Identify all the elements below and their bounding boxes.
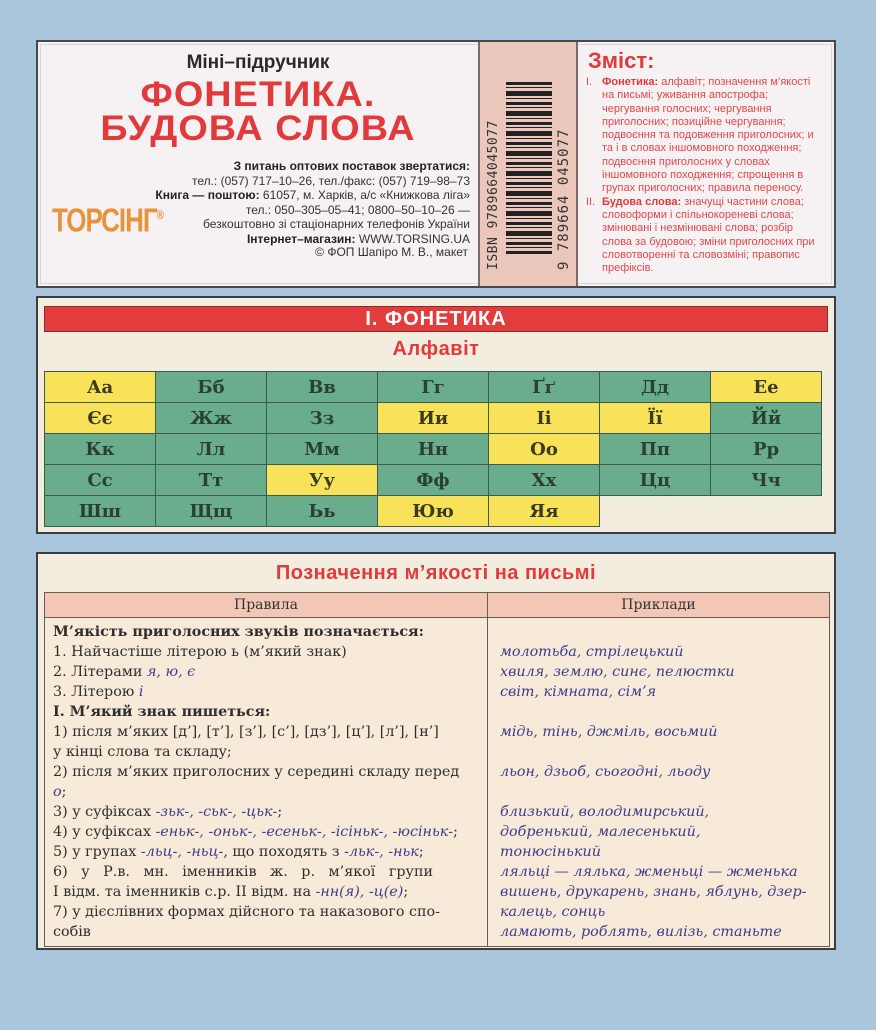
contact-phones-2: тел.: 050–305–05–41; 0800–50–10–26 — <box>245 202 470 217</box>
letter-cell: Зз <box>267 403 378 434</box>
rule-highlight: -льц-, -ньц- <box>140 844 224 860</box>
alphabet-row <box>45 434 822 465</box>
logo-text: ТОРСІНГ <box>52 200 157 240</box>
example-7: ляльці — лялька, жменьці — жменька <box>500 864 798 880</box>
toc-item-text: алфавіт; позначення м’якості на письмі; уживання апострофа; чергування голосних; чергування приголосних; позиційне чергування; подвоєння та подовження приголосних; и та і в словах іншомовного походження; подвоєння приголосних у словах іншомовного походження; спрощення в групах приголосних; правила переносу. <box>602 76 814 195</box>
alphabet-table <box>44 371 822 527</box>
web-shop-url[interactable]: WWW.TORSING.UA <box>355 231 470 246</box>
letter-cell: Тт <box>156 465 267 496</box>
letter-cell: Мм <box>267 434 378 465</box>
letter-cell: Ее <box>711 372 822 403</box>
rule-text: ; <box>61 784 67 800</box>
contact-phones: тел.: (057) 717–10–26, тел./факс: (057) 719–98–73 <box>191 173 470 188</box>
title-block <box>38 42 478 286</box>
soft-rule-5 <box>53 842 481 862</box>
soft-rule-1-cont: у кінці слова та складу; <box>53 744 232 760</box>
rule-text: 3. Літерою <box>53 684 139 700</box>
rule-text: ; <box>418 844 424 860</box>
rule-highlight: -зьк-, -ськ-, -цьк- <box>155 804 278 820</box>
letter-cell: Аа <box>45 372 156 403</box>
barcode-strip <box>478 42 578 286</box>
copyright: © ФОП Шапіро М. В., макет <box>315 245 468 259</box>
letter-cell: Бб <box>156 372 267 403</box>
example-5: льон, дзьоб, сьогодні, льоду <box>500 764 711 780</box>
letter-cell: Нн <box>378 434 489 465</box>
rule-text: 2. Літерами <box>53 664 147 680</box>
letter-cell: Хх <box>489 465 600 496</box>
toc-item-heading: Будова слова: <box>602 195 682 208</box>
title-line-1: ФОНЕТИКА. <box>140 75 376 114</box>
rule-text: І відм. та іменників с.р. ІІ відм. на <box>53 884 316 900</box>
rules-intro: М’якість приголосних звуків позначається: <box>53 624 424 640</box>
table-header-row <box>45 593 830 618</box>
example-3: світ, кімната, сім’я <box>500 684 657 700</box>
empty-cell <box>711 496 822 527</box>
soft-sign-heading: І. М’який знак пишеться: <box>53 704 271 720</box>
example-6-cont: добренький, малесенький, <box>500 824 701 840</box>
rule-1: 1. Найчастіше літерою ь (м’який знак) <box>53 644 347 660</box>
rule-highlight: -еньк-, -оньк-, -есеньк-, -іcіньк-, -юсіньк- <box>155 824 454 840</box>
toc-item-heading: Фонетика: <box>602 76 659 88</box>
table-row <box>45 618 830 947</box>
rule-text: , що походять з <box>223 844 345 860</box>
letter-cell: Фф <box>378 465 489 496</box>
soft-rule-4 <box>53 822 481 842</box>
rule-highlight: і <box>138 684 144 700</box>
rule-highlight: -льк-, -ньк <box>344 844 419 860</box>
letter-cell: Жж <box>156 403 267 434</box>
soft-rule-1: 1) після м’яких [д’], [т’], [з’], [с’], [дз’], [ц’], [л’], [н’] <box>53 724 439 740</box>
contact-info <box>155 159 470 246</box>
letter-cell: Іі <box>489 403 600 434</box>
toc-item-word-structure <box>588 196 824 276</box>
soft-rule-3 <box>53 802 481 822</box>
letter-cell: Дд <box>600 372 711 403</box>
letter-cell: Ии <box>378 403 489 434</box>
letter-cell: Йй <box>711 403 822 434</box>
phonetics-section <box>36 296 836 534</box>
letter-cell: Сс <box>45 465 156 496</box>
column-header-examples: Приклади <box>488 593 830 618</box>
soft-rule-6-cont <box>53 882 481 902</box>
letter-cell: Рр <box>711 434 822 465</box>
alphabet-row <box>45 372 822 403</box>
alphabet-row <box>45 403 822 434</box>
isbn-number: 9 789664 045077 <box>556 128 572 270</box>
rule-text: ; <box>403 884 409 900</box>
toc-item-text: значущі частини слова; словоформи і спільнокореневі слова; змінювані і незмінювані слова; розбір слова за будовою; зміни приголосних при словотворенні та словозміні; правопис префіксів. <box>602 195 815 275</box>
rule-2 <box>53 662 481 682</box>
toc-item-number: I. <box>586 76 593 88</box>
toc-title: Зміст: <box>588 48 655 73</box>
example-6-cont-2: тонюсінький <box>500 844 601 860</box>
letter-cell: Ґґ <box>489 372 600 403</box>
letter-cell: Цц <box>600 465 711 496</box>
book-subtitle: Міні–підручник <box>186 52 330 73</box>
table-of-contents <box>574 42 834 286</box>
letter-cell: Яя <box>489 496 600 527</box>
soft-rule-7-cont: собів <box>53 924 91 940</box>
examples-cell <box>488 618 830 947</box>
book-title <box>20 75 495 148</box>
rule-text: ; <box>453 824 458 840</box>
contact-heading: З питань оптових поставок звертатися: <box>233 159 470 173</box>
soft-rule-2: 2) після м’яких приголосних у середині складу перед <box>53 764 460 780</box>
rule-text: 5) у групах <box>53 844 141 860</box>
example-2: хвиля, землю, синє, пелюстки <box>500 664 735 680</box>
alphabet-row <box>45 496 822 527</box>
rules-cell <box>45 618 488 947</box>
toc-item-number: II. <box>586 195 596 208</box>
empty-cell <box>600 496 711 527</box>
letter-cell: Уу <box>267 465 378 496</box>
letter-cell: Вв <box>267 372 378 403</box>
isbn-label: ISBN 9789664045077 <box>486 120 501 270</box>
soft-rule-2-cont <box>53 782 481 802</box>
example-8: вишень, друкарень, знань, яблунь, дзер- <box>500 884 807 900</box>
softness-section <box>36 552 836 950</box>
letter-cell: Її <box>600 403 711 434</box>
barcode-icon <box>506 82 552 254</box>
toc-item-phonetics <box>588 76 824 196</box>
example-8-cont: калець, сонць <box>500 904 606 920</box>
alphabet-title: Алфавіт <box>392 338 480 360</box>
alphabet-row <box>45 465 822 496</box>
rules-table <box>44 592 830 947</box>
rule-highlight: о <box>53 784 62 800</box>
mail-order-address: 61057, м. Харків, а/с «Книжкова ліга» <box>259 188 470 202</box>
letter-cell: Оо <box>489 434 600 465</box>
example-1: молотьба, стрілецький <box>500 644 684 660</box>
rule-text: 3) у суфіксах <box>53 804 156 820</box>
web-shop-label: Інтернет–магазин: <box>246 231 356 246</box>
publisher-logo <box>52 200 163 240</box>
letter-cell: Гг <box>378 372 489 403</box>
section-title: I. ФОНЕТИКА <box>44 306 828 332</box>
example-4: мідь, тінь, джміль, восьмий <box>500 724 718 740</box>
letter-cell: Чч <box>711 465 822 496</box>
letter-cell: Лл <box>156 434 267 465</box>
soft-rule-7: 7) у дієслівних формах дійсного та наказового спо- <box>53 904 440 920</box>
example-6: близький, володимирський, <box>500 804 710 820</box>
letter-cell: Пп <box>600 434 711 465</box>
rule-highlight: -нн(я), -ц(е) <box>315 884 404 900</box>
letter-cell: Кк <box>45 434 156 465</box>
registered-mark: ® <box>156 208 164 223</box>
letter-cell: Ьь <box>267 496 378 527</box>
rule-3 <box>53 682 481 702</box>
softness-title: Позначення м’якості на письмі <box>275 562 597 584</box>
letter-cell: Щщ <box>156 496 267 527</box>
cover-header-card <box>36 40 836 288</box>
title-line-2: БУДОВА СЛОВА <box>100 109 416 148</box>
rule-text: ; <box>277 804 283 820</box>
free-call-note: безкоштовно зі стаціонарних телефонів України <box>203 217 470 231</box>
rule-text: 4) у суфіксах <box>53 824 156 840</box>
rule-highlight: я, ю, є <box>146 664 196 680</box>
example-9: ламають, роблять, вилізь, станьте <box>500 924 782 940</box>
letter-cell: Юю <box>378 496 489 527</box>
letter-cell: Єє <box>45 403 156 434</box>
column-header-rules: Правила <box>45 593 488 618</box>
letter-cell: Шш <box>45 496 156 527</box>
soft-rule-6: 6) у Р.в. мн. іменників ж. р. м’якої групи <box>53 864 433 880</box>
mail-order-label: Книга — поштою: <box>155 188 260 202</box>
